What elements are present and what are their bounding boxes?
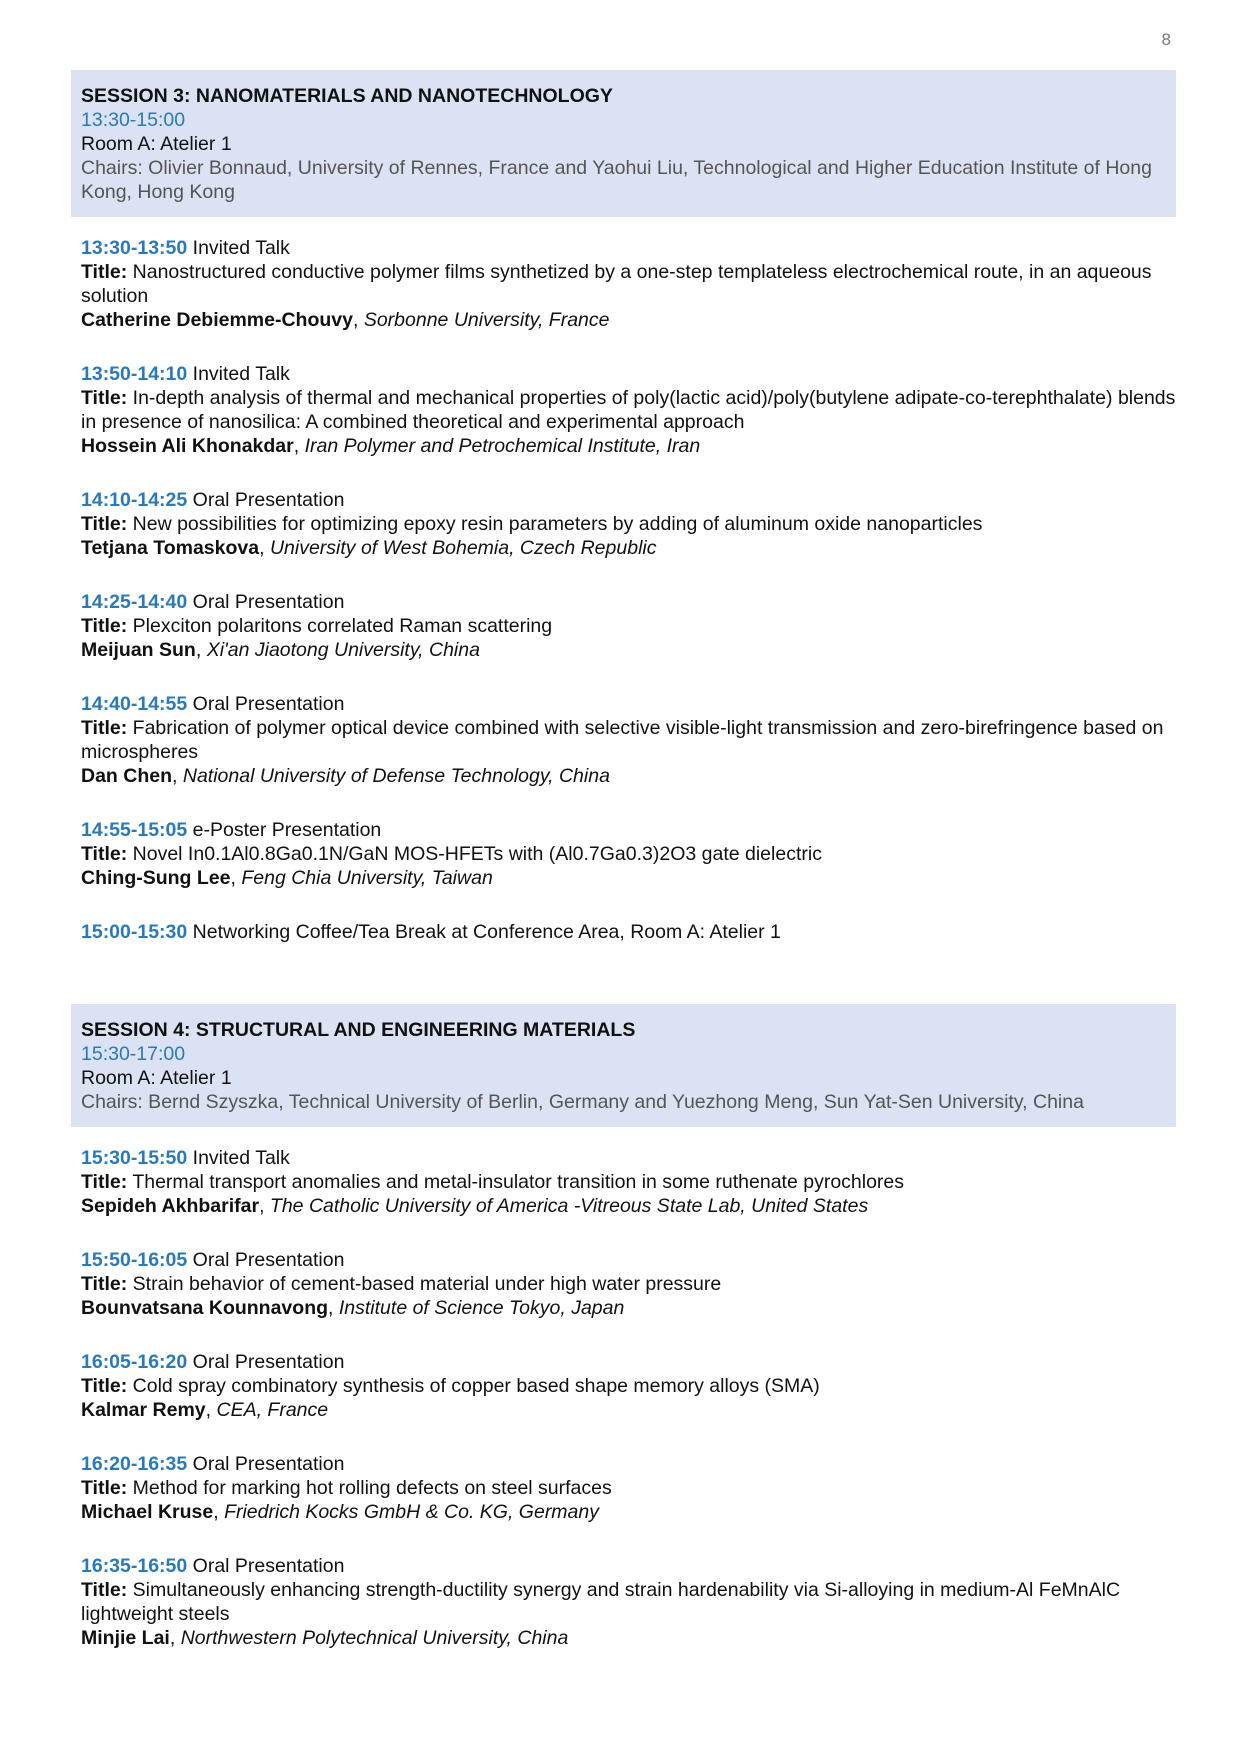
speaker-affiliation: The Catholic University of America -Vitreous State Lab, United States (269, 1195, 869, 1217)
title-label: Title: (81, 387, 128, 409)
title-label: Title: (81, 1273, 128, 1295)
talk-type: Oral Presentation (192, 1453, 345, 1475)
talk-item: 16:20-16:35 Oral Presentation Title: Method for marking hot rolling defects on steel surfaces Michael Kruse, Friedrich Kocks GmbH & Co. KG, Germany (81, 1453, 612, 1523)
title-label: Title: (81, 615, 128, 637)
title-label: Title: (81, 717, 128, 739)
title-label: Title: (81, 1171, 128, 1193)
talk-type: Oral Presentation (192, 1351, 345, 1373)
speaker-affiliation: National University of Defense Technology, China (182, 765, 610, 787)
session-room: Room A: Atelier 1 (81, 133, 232, 155)
speaker-name: Ching-Sung Lee (81, 867, 231, 889)
talk-title: Nanostructured conductive polymer films synthetized by a one-step templateless electrochemical route, in an aqueous solution (81, 261, 1152, 307)
talk-type: Oral Presentation (192, 1249, 345, 1271)
talk-title: Fabrication of polymer optical device combined with selective visible-light transmission and zero-birefringence based on microspheres (81, 717, 1164, 763)
talk-time: 15:30-15:50 (81, 1147, 188, 1169)
talk-item: 14:55-15:05 e-Poster Presentation Title: Novel In0.1Al0.8Ga0.1N/GaN MOS-HFETs with (Al0.7Ga0.3)2O3 gate dielectric Ching-Sung Lee, Feng Chia University, Taiwan (81, 819, 822, 889)
session-room: Room A: Atelier 1 (81, 1067, 232, 1089)
speaker-affiliation: Xi'an Jiaotong University, China (206, 639, 480, 661)
session-4-header (71, 1004, 1176, 1127)
talk-item: 13:50-14:10 Invited Talk Title: In-depth analysis of thermal and mechanical properties of poly(lactic acid)/poly(butylene adipate-co-terephthalate) blends in presence of nanosilica: A combined theoretical and experimental approach Hossein Ali Khonakdar, Iran Polymer and Petrochemical Institute, Iran (81, 363, 1176, 457)
speaker-affiliation: University of West Bohemia, Czech Republic (269, 537, 657, 559)
talk-type: Oral Presentation (192, 591, 345, 613)
speaker-affiliation: Sorbonne University, France (363, 309, 610, 331)
session-title: SESSION 4: STRUCTURAL AND ENGINEERING MATERIALS (81, 1019, 636, 1041)
talk-title: Strain behavior of cement-based material under high water pressure (132, 1273, 722, 1295)
break-text: Networking Coffee/Tea Break at Conference Area, Room A: Atelier 1 (192, 921, 781, 943)
talk-item: 15:50-16:05 Oral Presentation Title: Strain behavior of cement-based material under high water pressure Bounvatsana Kounnavong, Institute of Science Tokyo, Japan (81, 1249, 722, 1319)
title-label: Title: (81, 1375, 128, 1397)
talk-item: 16:05-16:20 Oral Presentation Title: Cold spray combinatory synthesis of copper based shape memory alloys (SMA) Kalmar Remy, CEA, France (81, 1351, 820, 1421)
talk-title: Thermal transport anomalies and metal-insulator transition in some ruthenate pyrochlores (132, 1171, 905, 1193)
speaker-affiliation: Iran Polymer and Petrochemical Institute, Iran (304, 435, 701, 457)
speaker-name: Michael Kruse (81, 1501, 214, 1523)
session-time: 15:30-17:00 (81, 1043, 186, 1065)
speaker-affiliation: Feng Chia University, Taiwan (241, 867, 493, 889)
title-label: Title: (81, 843, 128, 865)
talk-title: Plexciton polaritons correlated Raman scattering (132, 615, 553, 637)
talk-item: 14:10-14:25 Oral Presentation Title: New possibilities for optimizing epoxy resin parameters by adding of aluminum oxide nanoparticles Tetjana Tomaskova, University of West Bohemia, Czech Republic (81, 489, 983, 559)
talk-item: 16:35-16:50 Oral Presentation Title: Simultaneously enhancing strength-ductility synergy and strain hardenability via Si-alloying in medium-Al FeMnAlC lightweight steels Minjie Lai, Northwestern Polytechnical University, China (81, 1555, 1121, 1649)
talk-title: New possibilities for optimizing epoxy resin parameters by adding of aluminum oxide nanoparticles (132, 513, 983, 535)
talk-time: 14:10-14:25 (81, 489, 188, 511)
talk-type: Invited Talk (192, 237, 290, 259)
talk-time: 16:05-16:20 (81, 1351, 188, 1373)
talk-time: 14:25-14:40 (81, 591, 188, 613)
title-label: Title: (81, 513, 128, 535)
session-4-talks (81, 1146, 1176, 1680)
talk-time: 15:50-16:05 (81, 1249, 188, 1271)
break-item (81, 920, 1176, 944)
talk-item: 15:30-15:50 Invited Talk Title: Thermal transport anomalies and metal-insulator transition in some ruthenate pyrochlores Sepideh Akhbarifar, The Catholic University of America -Vitreous State Lab, United States (81, 1147, 905, 1217)
talk-time: 16:20-16:35 (81, 1453, 188, 1475)
talk-type: e-Poster Presentation (192, 819, 382, 841)
talk-type: Invited Talk (192, 363, 290, 385)
speaker-affiliation: Institute of Science Tokyo, Japan (338, 1297, 625, 1319)
speaker-name: Bounvatsana Kounnavong (81, 1297, 329, 1319)
talk-type: Oral Presentation (192, 489, 345, 511)
speaker-affiliation: Friedrich Kocks GmbH & Co. KG, Germany (224, 1501, 599, 1523)
talk-title: Cold spray combinatory synthesis of copper based shape memory alloys (SMA) (132, 1375, 820, 1397)
talk-type: Oral Presentation (192, 693, 345, 715)
title-label: Title: (81, 1579, 128, 1601)
talk-title: In-depth analysis of thermal and mechanical properties of poly(lactic acid)/poly(butylene adipate-co-terephthalate) blends in presence of nanosilica: A combined theoretical and experimental approach (81, 387, 1176, 433)
session-3-header (71, 70, 1176, 217)
speaker-affiliation: Northwestern Polytechnical University, China (180, 1627, 569, 1649)
speaker-name: Hossein Ali Khonakdar (81, 435, 294, 457)
session-title: SESSION 3: NANOMATERIALS AND NANOTECHNOLOGY (81, 85, 613, 107)
speaker-name: Dan Chen (81, 765, 173, 787)
page-number: 8 (1161, 30, 1171, 49)
talk-title: Method for marking hot rolling defects on steel surfaces (132, 1477, 612, 1499)
speaker-affiliation: CEA, France (216, 1399, 329, 1421)
talk-title: Novel In0.1Al0.8Ga0.1N/GaN MOS-HFETs with (Al0.7Ga0.3)2O3 gate dielectric (132, 843, 822, 865)
speaker-name: Catherine Debiemme-Chouvy (81, 309, 353, 331)
talk-type: Invited Talk (192, 1147, 290, 1169)
speaker-name: Sepideh Akhbarifar (81, 1195, 260, 1217)
session-time: 13:30-15:00 (81, 109, 186, 131)
speaker-name: Minjie Lai (81, 1627, 170, 1649)
title-label: Title: (81, 1477, 128, 1499)
talk-time: 13:30-13:50 (81, 237, 188, 259)
title-label: Title: (81, 261, 128, 283)
talk-time: 14:55-15:05 (81, 819, 188, 841)
talk-time: 13:50-14:10 (81, 363, 188, 385)
speaker-name: Meijuan Sun (81, 639, 196, 661)
session-chairs: Chairs: Olivier Bonnaud, University of Rennes, France and Yaohui Liu, Technological and Higher Education Institute of Hong Kong, Hong Kong (81, 157, 1152, 203)
session-chairs: Chairs: Bernd Szyszka, Technical University of Berlin, Germany and Yuezhong Meng, Sun Yat-Sen University, China (81, 1091, 1084, 1113)
speaker-name: Kalmar Remy (81, 1399, 206, 1421)
talk-title: Simultaneously enhancing strength-ductility synergy and strain hardenability via Si-alloying in medium-Al FeMnAlC lightweight steels (81, 1579, 1121, 1625)
talk-item: 14:25-14:40 Oral Presentation Title: Plexciton polaritons correlated Raman scattering Meijuan Sun, Xi'an Jiaotong University, China (81, 591, 553, 661)
talk-time: 16:35-16:50 (81, 1555, 188, 1577)
speaker-name: Tetjana Tomaskova (81, 537, 260, 559)
talk-item: 14:40-14:55 Oral Presentation Title: Fabrication of polymer optical device combined with selective visible-light transmission and zero-birefringence based on microspheres Dan Chen, National University of Defense Technology, China (81, 693, 1164, 787)
talk-time: 14:40-14:55 (81, 693, 188, 715)
talk-type: Oral Presentation (192, 1555, 345, 1577)
break-time: 15:00-15:30 (81, 921, 188, 943)
talk-item: 13:30-13:50 Invited Talk Title: Nanostructured conductive polymer films synthetized by a one-step templateless electrochemical route, in an aqueous solution Catherine Debiemme-Chouvy, Sorbonne University, France (81, 237, 1152, 331)
session-3-talks (81, 236, 1176, 974)
